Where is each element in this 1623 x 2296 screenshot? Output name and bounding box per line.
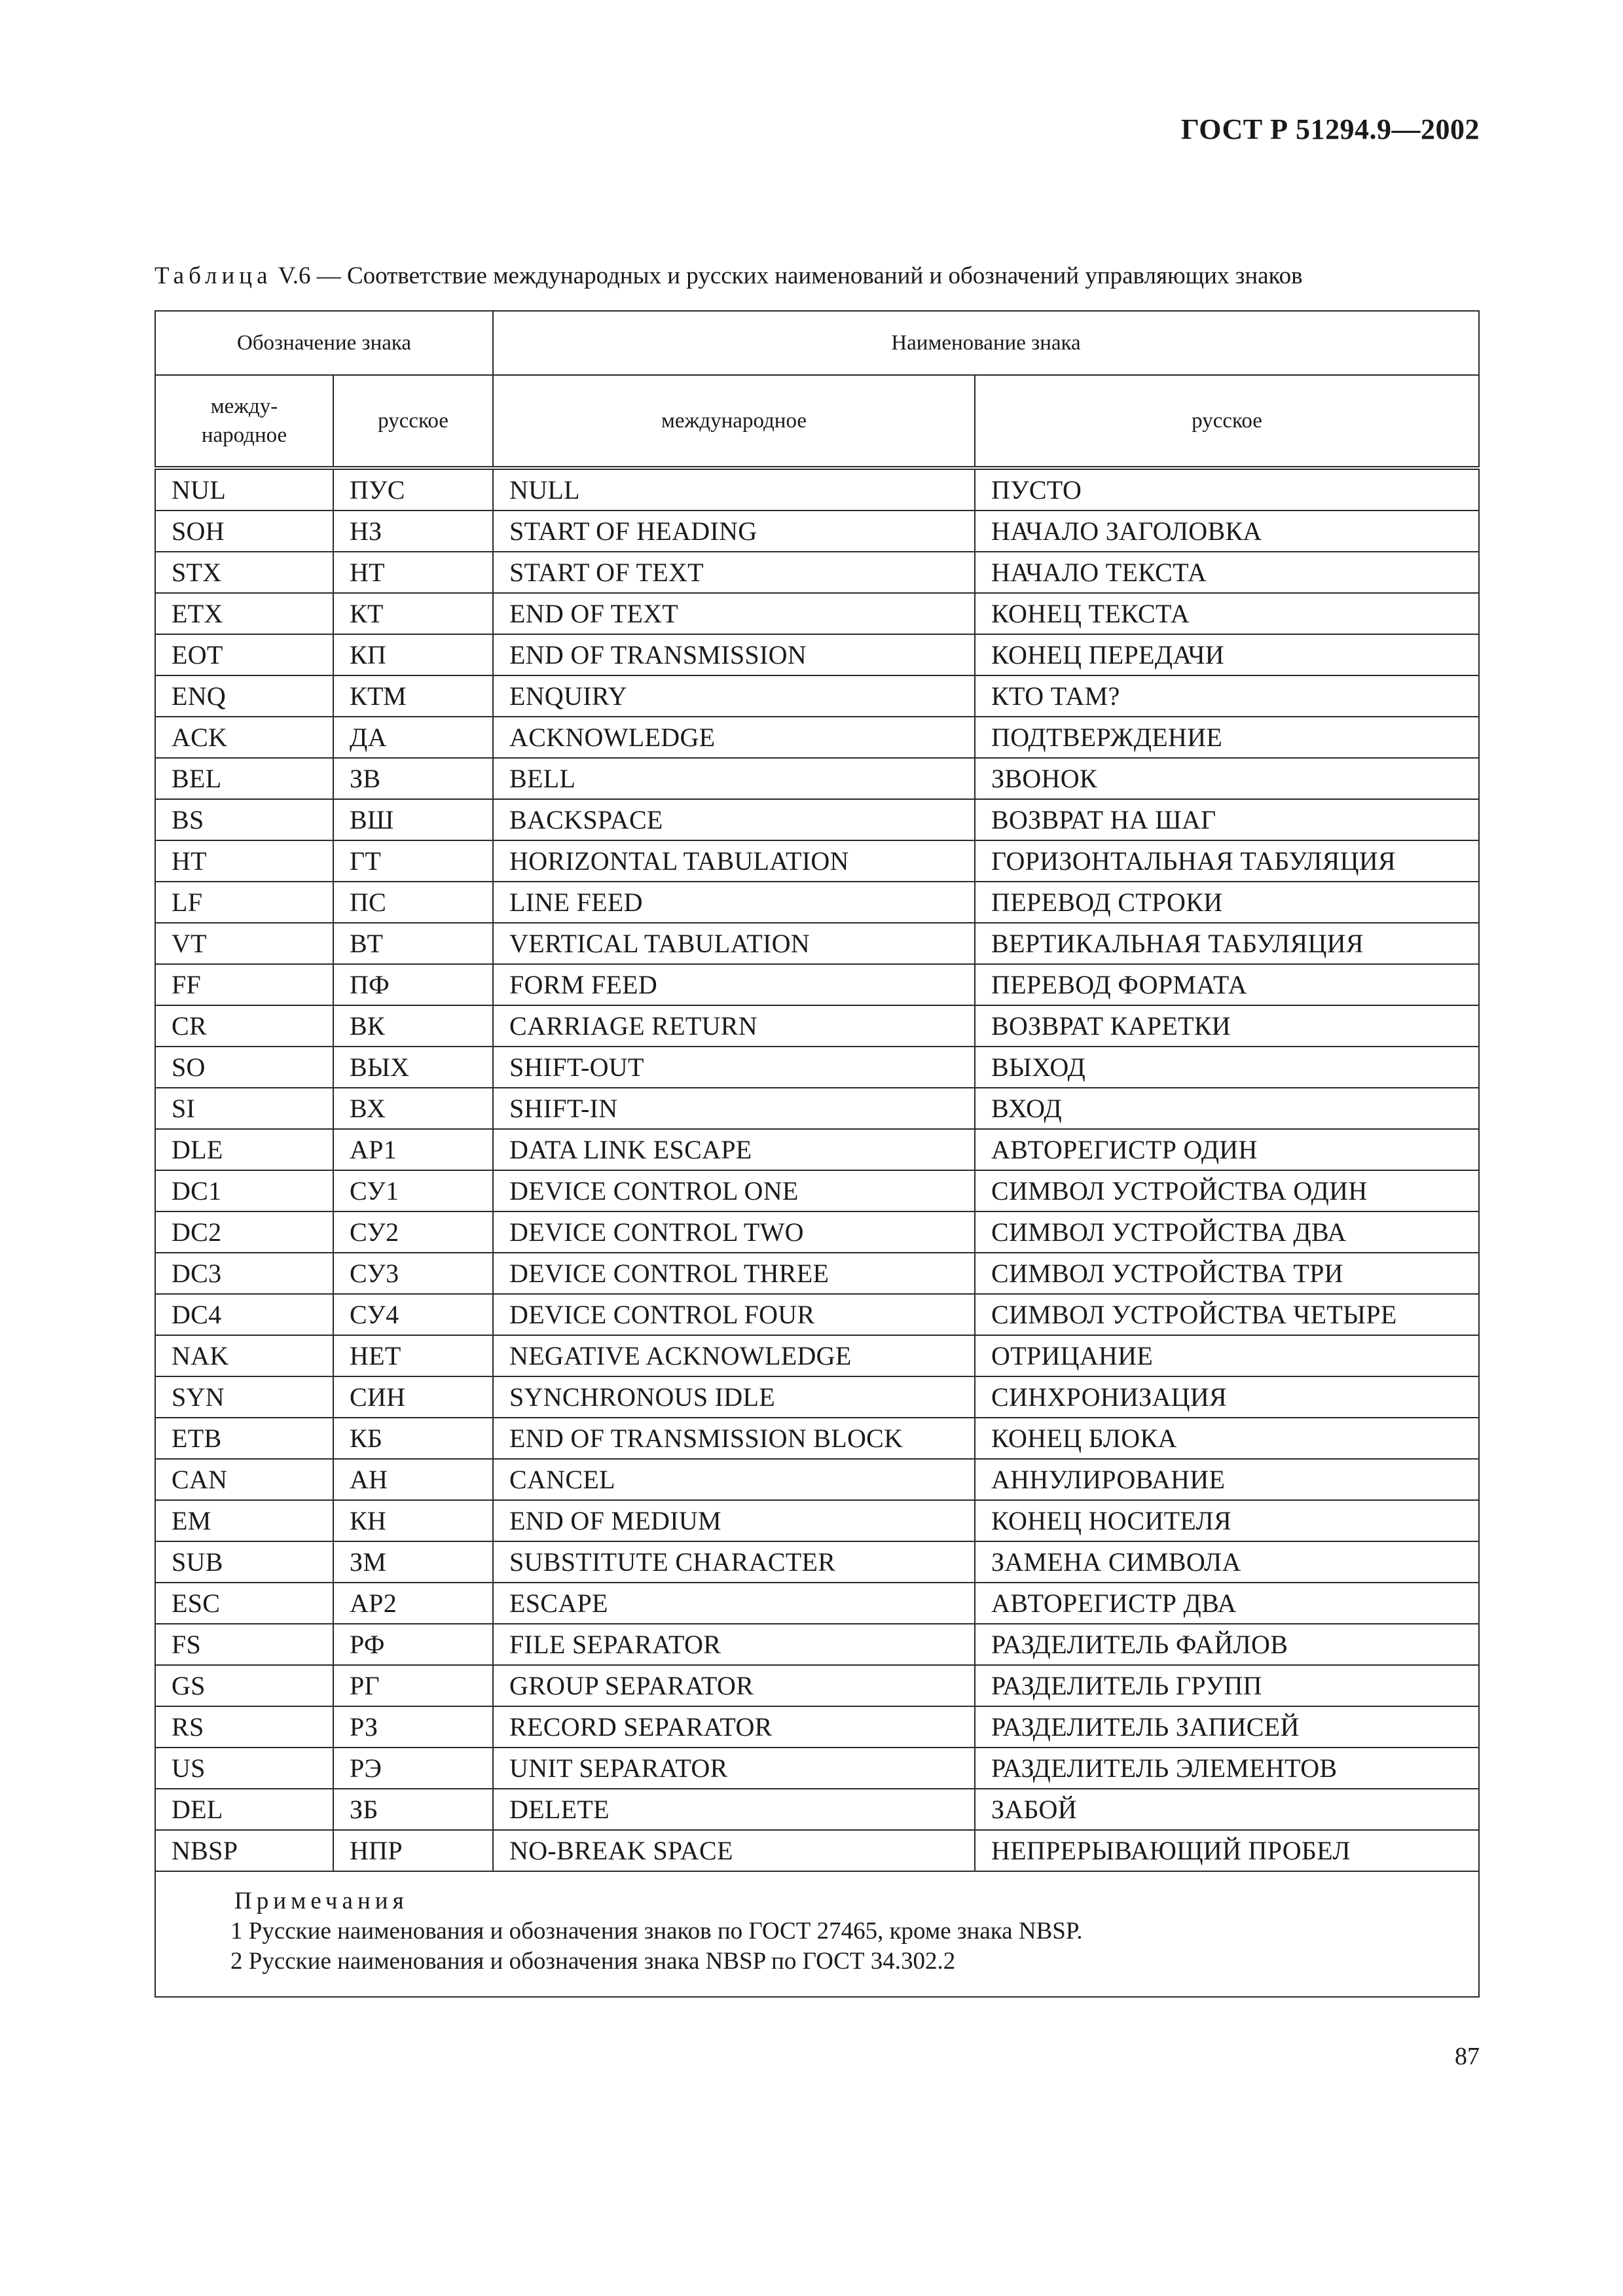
- table-body: [155, 311, 1479, 1997]
- intl-name-cell: DEVICE CONTROL THREE: [493, 1253, 975, 1294]
- group-header-row: [155, 311, 1479, 375]
- ru-name-cell: КОНЕЦ ТЕКСТА: [975, 593, 1479, 634]
- ru-designation-cell: ПФ: [333, 964, 493, 1005]
- intl-designation-cell: EOT: [155, 634, 333, 675]
- intl-designation-header-line1: между-: [210, 395, 278, 418]
- table-row: [155, 468, 1479, 511]
- table-row: [155, 923, 1479, 964]
- intl-designation-cell: GS: [155, 1665, 333, 1706]
- ru-designation-cell: АН: [333, 1459, 493, 1500]
- intl-designation-cell: FF: [155, 964, 333, 1005]
- ru-designation-cell: СУ2: [333, 1211, 493, 1253]
- ru-name-cell: АВТОРЕГИСТР ОДИН: [975, 1129, 1479, 1170]
- intl-designation-cell: BS: [155, 799, 333, 840]
- ru-designation-cell: ВТ: [333, 923, 493, 964]
- ru-name-cell: НАЧАЛО ТЕКСТА: [975, 552, 1479, 593]
- intl-name-cell: DEVICE CONTROL TWO: [493, 1211, 975, 1253]
- intl-designation-cell: DEL: [155, 1789, 333, 1830]
- intl-name-cell: ACKNOWLEDGE: [493, 717, 975, 758]
- intl-name-cell: END OF TRANSMISSION: [493, 634, 975, 675]
- ru-designation-cell: НЕТ: [333, 1335, 493, 1376]
- intl-name-cell: CARRIAGE RETURN: [493, 1005, 975, 1047]
- intl-name-cell: SHIFT-IN: [493, 1088, 975, 1129]
- intl-name-header: международное: [493, 375, 975, 468]
- table-row: [155, 799, 1479, 840]
- table-row: [155, 1170, 1479, 1211]
- ru-name-cell: ЗАМЕНА СИМВОЛА: [975, 1541, 1479, 1583]
- intl-designation-cell: DC1: [155, 1170, 333, 1211]
- intl-designation-cell: NUL: [155, 468, 333, 511]
- table-row: [155, 1706, 1479, 1748]
- intl-designation-cell: ETX: [155, 593, 333, 634]
- intl-name-cell: NEGATIVE ACKNOWLEDGE: [493, 1335, 975, 1376]
- ru-name-cell: КОНЕЦ НОСИТЕЛЯ: [975, 1500, 1479, 1541]
- ru-name-cell: ВХОД: [975, 1088, 1479, 1129]
- table-row: [155, 1376, 1479, 1418]
- table-row: [155, 1624, 1479, 1665]
- table-row: [155, 1335, 1479, 1376]
- intl-name-cell: BELL: [493, 758, 975, 799]
- table-row: [155, 964, 1479, 1005]
- ru-name-cell: НЕПРЕРЫВАЮЩИЙ ПРОБЕЛ: [975, 1830, 1479, 1871]
- designation-group-header: Обозначение знака: [155, 311, 493, 375]
- ru-designation-cell: СУ1: [333, 1170, 493, 1211]
- intl-designation-cell: NAK: [155, 1335, 333, 1376]
- ru-designation-cell: РФ: [333, 1624, 493, 1665]
- table-caption-text: V.6 — Соответствие международных и русских наименований и обозначений управляющих знаков: [278, 262, 1303, 289]
- ru-designation-cell: ВХ: [333, 1088, 493, 1129]
- table-caption: [155, 262, 1490, 290]
- ru-designation-cell: РЭ: [333, 1748, 493, 1789]
- intl-designation-cell: SI: [155, 1088, 333, 1129]
- note-item: 2 Русские наименования и обозначения знака NBSP по ГОСТ 34.302.2: [230, 1948, 956, 1975]
- intl-name-cell: END OF TRANSMISSION BLOCK: [493, 1418, 975, 1459]
- ru-name-cell: РАЗДЕЛИТЕЛЬ ЭЛЕМЕНТОВ: [975, 1748, 1479, 1789]
- intl-name-cell: DELETE: [493, 1789, 975, 1830]
- ru-designation-cell: ЗВ: [333, 758, 493, 799]
- table-row: [155, 1047, 1479, 1088]
- intl-designation-cell: SYN: [155, 1376, 333, 1418]
- ru-designation-cell: КН: [333, 1500, 493, 1541]
- ru-name-cell: СИМВОЛ УСТРОЙСТВА ЧЕТЫРЕ: [975, 1294, 1479, 1335]
- ru-name-cell: ПЕРЕВОД СТРОКИ: [975, 882, 1479, 923]
- table-row: [155, 1789, 1479, 1830]
- ru-designation-cell: ДА: [333, 717, 493, 758]
- intl-name-cell: LINE FEED: [493, 882, 975, 923]
- table-row: [155, 675, 1479, 717]
- ru-name-cell: ПОДТВЕРЖДЕНИЕ: [975, 717, 1479, 758]
- intl-name-cell: SHIFT-OUT: [493, 1047, 975, 1088]
- ru-name-cell: АННУЛИРОВАНИЕ: [975, 1459, 1479, 1500]
- ru-designation-cell: СУ3: [333, 1253, 493, 1294]
- intl-name-cell: START OF HEADING: [493, 511, 975, 552]
- ru-name-cell: ПУСТО: [975, 468, 1479, 511]
- table-row: [155, 1211, 1479, 1253]
- ru-name-cell: КТО ТАМ?: [975, 675, 1479, 717]
- notes-cell: [155, 1871, 1479, 1997]
- ru-name-cell: РАЗДЕЛИТЕЛЬ ФАЙЛОВ: [975, 1624, 1479, 1665]
- ru-designation-cell: АР2: [333, 1583, 493, 1624]
- ru-designation-cell: КБ: [333, 1418, 493, 1459]
- intl-designation-cell: ETB: [155, 1418, 333, 1459]
- ru-name-cell: ЗВОНОК: [975, 758, 1479, 799]
- table-row: [155, 1005, 1479, 1047]
- intl-name-cell: SUBSTITUTE CHARACTER: [493, 1541, 975, 1583]
- intl-name-cell: UNIT SEPARATOR: [493, 1748, 975, 1789]
- ru-designation-cell: КТ: [333, 593, 493, 634]
- intl-designation-cell: DC2: [155, 1211, 333, 1253]
- intl-name-cell: NO-BREAK SPACE: [493, 1830, 975, 1871]
- intl-name-cell: START OF TEXT: [493, 552, 975, 593]
- intl-designation-cell: EM: [155, 1500, 333, 1541]
- ru-designation-cell: КП: [333, 634, 493, 675]
- ru-designation-cell: РГ: [333, 1665, 493, 1706]
- ru-designation-cell: АР1: [333, 1129, 493, 1170]
- table-row: [155, 1500, 1479, 1541]
- ru-designation-cell: ВЫХ: [333, 1047, 493, 1088]
- table-row: [155, 511, 1479, 552]
- intl-designation-cell: SOH: [155, 511, 333, 552]
- page-number: 87: [1455, 2043, 1480, 2070]
- table-row: [155, 1418, 1479, 1459]
- table-row: [155, 840, 1479, 882]
- table-row: [155, 593, 1479, 634]
- intl-designation-cell: CR: [155, 1005, 333, 1047]
- ru-name-cell: ПЕРЕВОД ФОРМАТА: [975, 964, 1479, 1005]
- ru-designation-cell: ВК: [333, 1005, 493, 1047]
- intl-designation-cell: SUB: [155, 1541, 333, 1583]
- ru-name-cell: АВТОРЕГИСТР ДВА: [975, 1583, 1479, 1624]
- table-row: [155, 1459, 1479, 1500]
- intl-designation-cell: ENQ: [155, 675, 333, 717]
- ru-designation-cell: ГТ: [333, 840, 493, 882]
- intl-designation-cell: CAN: [155, 1459, 333, 1500]
- ru-name-cell: ВОЗВРАТ НА ШАГ: [975, 799, 1479, 840]
- table-row: [155, 552, 1479, 593]
- table-row: [155, 758, 1479, 799]
- ru-name-cell: ОТРИЦАНИЕ: [975, 1335, 1479, 1376]
- table-row: [155, 1129, 1479, 1170]
- intl-designation-cell: DC3: [155, 1253, 333, 1294]
- ru-designation-cell: КТМ: [333, 675, 493, 717]
- ru-name-cell: СИНХРОНИЗАЦИЯ: [975, 1376, 1479, 1418]
- intl-designation-cell: DC4: [155, 1294, 333, 1335]
- ru-designation-cell: ВШ: [333, 799, 493, 840]
- intl-name-cell: DATA LINK ESCAPE: [493, 1129, 975, 1170]
- table-row: [155, 1253, 1479, 1294]
- ru-designation-header: русское: [333, 375, 493, 468]
- intl-name-cell: FORM FEED: [493, 964, 975, 1005]
- intl-designation-cell: RS: [155, 1706, 333, 1748]
- intl-designation-cell: DLE: [155, 1129, 333, 1170]
- intl-designation-cell: ESC: [155, 1583, 333, 1624]
- intl-name-cell: END OF MEDIUM: [493, 1500, 975, 1541]
- document-standard-header: ГОСТ Р 51294.9—2002: [1180, 113, 1480, 145]
- table-caption-label: Таблица: [155, 262, 272, 289]
- ru-name-cell: ВОЗВРАТ КАРЕТКИ: [975, 1005, 1479, 1047]
- intl-designation-cell: FS: [155, 1624, 333, 1665]
- intl-name-cell: ENQUIRY: [493, 675, 975, 717]
- ru-name-cell: СИМВОЛ УСТРОЙСТВА ОДИН: [975, 1170, 1479, 1211]
- intl-designation-cell: HT: [155, 840, 333, 882]
- ru-name-cell: КОНЕЦ ПЕРЕДАЧИ: [975, 634, 1479, 675]
- table-row: [155, 1583, 1479, 1624]
- intl-name-cell: DEVICE CONTROL ONE: [493, 1170, 975, 1211]
- notes-row: [155, 1871, 1479, 1997]
- intl-designation-cell: STX: [155, 552, 333, 593]
- intl-name-cell: VERTICAL TABULATION: [493, 923, 975, 964]
- ru-designation-cell: НЗ: [333, 511, 493, 552]
- ru-name-cell: РАЗДЕЛИТЕЛЬ ЗАПИСЕЙ: [975, 1706, 1479, 1748]
- intl-name-cell: GROUP SEPARATOR: [493, 1665, 975, 1706]
- ru-designation-cell: ПУС: [333, 468, 493, 511]
- intl-designation-cell: US: [155, 1748, 333, 1789]
- intl-designation-cell: NBSP: [155, 1830, 333, 1871]
- ru-name-cell: ЗАБОЙ: [975, 1789, 1479, 1830]
- ru-designation-cell: ЗБ: [333, 1789, 493, 1830]
- intl-designation-cell: VT: [155, 923, 333, 964]
- table-row: [155, 1088, 1479, 1129]
- ru-name-header: русское: [975, 375, 1479, 468]
- ru-name-cell: НАЧАЛО ЗАГОЛОВКА: [975, 511, 1479, 552]
- intl-designation-cell: SO: [155, 1047, 333, 1088]
- ru-designation-cell: СИН: [333, 1376, 493, 1418]
- intl-name-cell: DEVICE CONTROL FOUR: [493, 1294, 975, 1335]
- ru-designation-cell: ПС: [333, 882, 493, 923]
- intl-name-cell: NULL: [493, 468, 975, 511]
- intl-name-cell: ESCAPE: [493, 1583, 975, 1624]
- ru-designation-cell: НТ: [333, 552, 493, 593]
- ru-designation-cell: ЗМ: [333, 1541, 493, 1583]
- ru-designation-cell: НПР: [333, 1830, 493, 1871]
- ru-name-cell: РАЗДЕЛИТЕЛЬ ГРУПП: [975, 1665, 1479, 1706]
- intl-designation-cell: BEL: [155, 758, 333, 799]
- intl-designation-cell: LF: [155, 882, 333, 923]
- ru-name-cell: КОНЕЦ БЛОКА: [975, 1418, 1479, 1459]
- table-row: [155, 1541, 1479, 1583]
- ru-designation-cell: РЗ: [333, 1706, 493, 1748]
- intl-name-cell: END OF TEXT: [493, 593, 975, 634]
- table-row: [155, 1294, 1479, 1335]
- table-row: [155, 1830, 1479, 1871]
- intl-name-cell: RECORD SEPARATOR: [493, 1706, 975, 1748]
- intl-designation-cell: ACK: [155, 717, 333, 758]
- note-item: 1 Русские наименования и обозначения знаков по ГОСТ 27465, кроме знака NBSP.: [230, 1918, 1083, 1945]
- ru-name-cell: ВЕРТИКАЛЬНАЯ ТАБУЛЯЦИЯ: [975, 923, 1479, 964]
- intl-name-cell: FILE SEPARATOR: [493, 1624, 975, 1665]
- name-group-header: Наименование знака: [493, 311, 1479, 375]
- ru-name-cell: СИМВОЛ УСТРОЙСТВА ДВА: [975, 1211, 1479, 1253]
- table-row: [155, 634, 1479, 675]
- table-row: [155, 1665, 1479, 1706]
- ru-name-cell: ГОРИЗОНТАЛЬНАЯ ТАБУЛЯЦИЯ: [975, 840, 1479, 882]
- intl-name-cell: SYNCHRONOUS IDLE: [493, 1376, 975, 1418]
- intl-name-cell: HORIZONTAL TABULATION: [493, 840, 975, 882]
- intl-name-cell: BACKSPACE: [493, 799, 975, 840]
- control-characters-table: [155, 310, 1480, 1998]
- intl-name-cell: CANCEL: [493, 1459, 975, 1500]
- table-row: [155, 1748, 1479, 1789]
- sub-header-row: [155, 375, 1479, 468]
- notes-title: Примечания: [234, 1888, 409, 1914]
- ru-designation-cell: СУ4: [333, 1294, 493, 1335]
- table-row: [155, 882, 1479, 923]
- intl-designation-header-line2: народное: [201, 423, 287, 447]
- ru-name-cell: СИМВОЛ УСТРОЙСТВА ТРИ: [975, 1253, 1479, 1294]
- ru-name-cell: ВЫХОД: [975, 1047, 1479, 1088]
- table-row: [155, 717, 1479, 758]
- intl-designation-header: [155, 375, 333, 468]
